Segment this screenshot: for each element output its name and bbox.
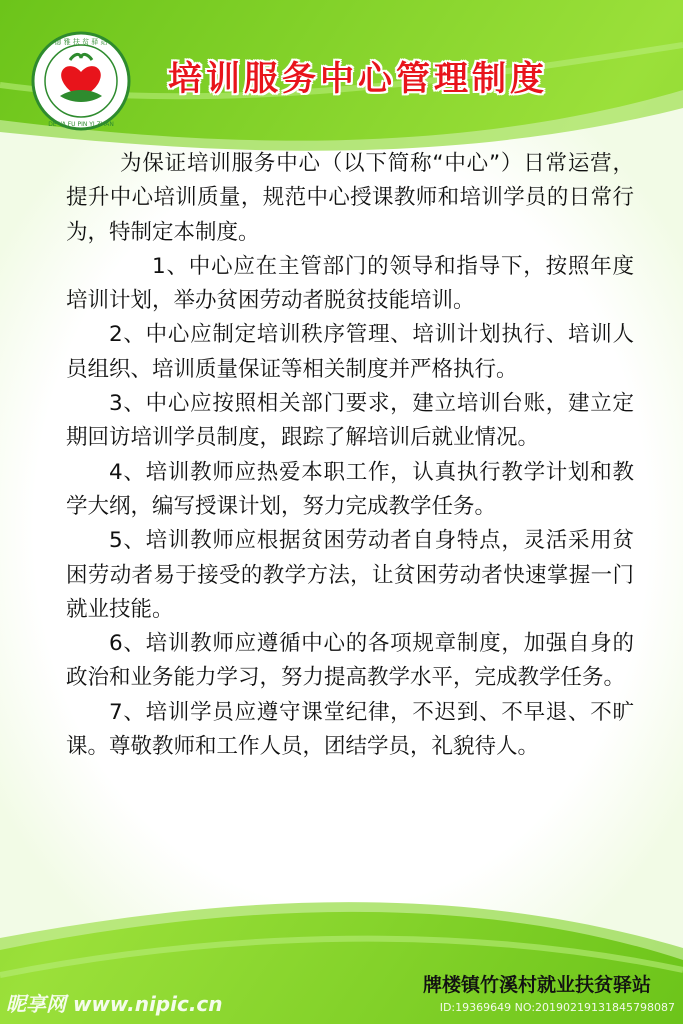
rule-item-2: 2、中心应制定培训秩序管理、培训计划执行、培训人员组织、培训质量保证等相关制度并严格执行。: [66, 322, 634, 382]
rule-item-3: 3、中心应按照相关部门要求，建立培训台账，建立定期回访培训学员制度，跟踪了解培训后就业情况。: [66, 391, 634, 451]
rule-item-1: 1、中心应在主管部门的领导和指导下，按照年度培训计划，举办贫困劳动者脱贫技能培训。: [66, 253, 634, 314]
logo-emblem: [30, 30, 132, 132]
page-title: 培训服务中心管理制度: [168, 59, 548, 99]
watermark-brand: 昵享网 www.nipic.cn: [6, 992, 223, 1016]
intro-paragraph: 为保证培训服务中心（以下简称“中心”）日常运营，提升中心培训质量，规范中心授课教师和培训学员的日常行为，特制定本制度。: [66, 151, 634, 245]
regulation-body: [66, 147, 634, 764]
logo-top-text: 德 雅 扶 贫 驿 站: [54, 38, 108, 46]
rule-item-5: 5、培训教师应根据贫困劳动者自身特点，灵活采用贫困劳动者易于接受的教学方法，让贫困劳动者快速掌握一门就业技能。: [66, 528, 634, 622]
rule-item-6: 6、培训教师应遵循中心的各项规章制度，加强自身的政治和业务能力学习，努力提高教学水平，完成教学任务。: [66, 631, 634, 691]
watermark-id: ID:19369649 NO:20190219131845798087: [439, 1001, 675, 1014]
rule-item-7: 7、培训学员应遵守课堂纪律，不迟到、不早退、不旷课。尊敬教师和工作人员，团结学员，礼貌待人。: [66, 699, 634, 760]
rule-item-4: 4、培训教师应热爱本职工作，认真执行教学计划和教学大纲，编写授课计划，努力完成教学任务。: [66, 459, 634, 519]
organization-name: 牌楼镇竹溪村就业扶贫驿站: [422, 974, 651, 996]
logo-bottom-text: DE YA FU PIN YI ZHAN: [48, 121, 114, 128]
